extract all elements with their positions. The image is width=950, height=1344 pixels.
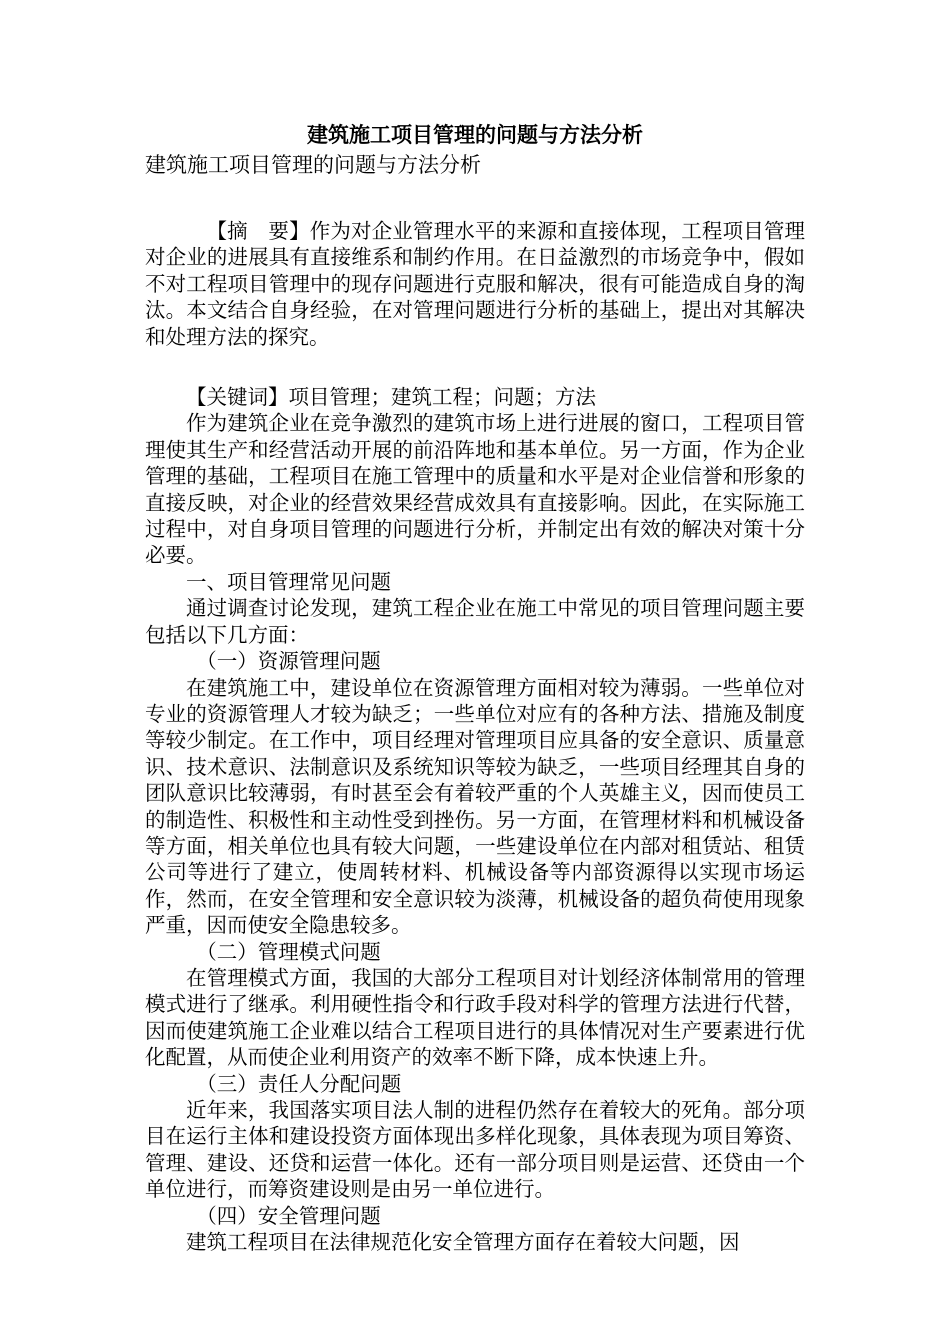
intro-paragraph: 作为建筑企业在竞争激烈的建筑市场上进行进展的窗口，工程项目管理使其生产和经营活动开展的前沿阵地和基本单位。另一方面，作为企业管理的基础，工程项目在施工管理中的质量和水平是对企业信誉和形象的直接反映，对企业的经营效果经营成效具有直接影响。因此，在实际施工过程中，对自身项目管理的问题进行分析，并制定出有效的解决对策十分必要。 xyxy=(145,411,805,568)
abstract-paragraph: 【摘 要】作为对企业管理水平的来源和直接体现，工程项目管理对企业的进展具有直接维系和制约作用。在日益激烈的市场竞争中，假如不对工程项目管理中的现存问题进行克服和解决，很有可能造成自身的淘汰。本文结合自身经验，在对管理问题进行分析的基础上，提出对其解决和处理方法的探究。 xyxy=(145,219,805,349)
subsection-body-safety: 建筑工程项目在法律规范化安全管理方面存在着较大问题，因 xyxy=(186,1230,740,1255)
subsection-heading-responsibility: （三）责任人分配问题 xyxy=(196,1071,402,1096)
document-page xyxy=(145,118,805,1255)
subsection-heading-safety: （四）安全管理问题 xyxy=(196,1203,381,1228)
subsection-body-responsibility: 近年来，我国落实项目法人制的进程仍然存在着较大的死角。部分项目在运行主体和建设投资方面体现出多样化现象，具体表现为项目筹资、管理、建设、还贷和运营一体化。还有一部分项目则是运营、还贷由一个单位进行，而筹资建设则是由另一单位进行。 xyxy=(145,1098,805,1202)
document-title: 建筑施工项目管理的问题与方法分析 xyxy=(307,122,643,147)
keywords-line: 【关键词】项目管理；建筑工程；问题；方法 xyxy=(186,385,596,410)
subsection-body-resource: 在建筑施工中，建设单位在资源管理方面相对较为薄弱。一些单位对专业的资源管理人才较为缺乏；一些单位对应有的各种方法、措施及制度等较少制定。在工作中，项目经理对管理项目应具备的安全意识、质量意识、技术意识、法制意识及系统知识等较为缺乏，一些项目经理其自身的团队意识比较薄弱，有时甚至会有着较严重的个人英雄主义，因而使员工的制造性、积极性和主动性受到挫伤。另一方面，在管理材料和机械设备等方面，相关单位也具有较大问题，一些建设单位在内部对租赁站、租赁公司等进行了建立，使周转材料、机械设备等内部资源得以实现市场运作，然而，在安全管理和安全意识较为淡薄，机械设备的超负荷使用现象严重，因而使安全隐患较多。 xyxy=(145,675,805,938)
section-intro-paragraph: 通过调查讨论发现，建筑工程企业在施工中常见的项目管理问题主要包括以下几方面： xyxy=(145,596,805,647)
section-heading: 一、项目管理常见问题 xyxy=(186,569,391,594)
subsection-body-mode: 在管理模式方面，我国的大部分工程项目对计划经济体制常用的管理模式进行了继承。利用硬性指令和行政手段对科学的管理方法进行代替，因而使建筑施工企业难以结合工程项目进行的具体情况对生产要素进行优化配置，从而使企业利用资产的效率不断下降，成本快速上升。 xyxy=(145,965,805,1070)
spacer xyxy=(145,178,805,218)
subsection-heading-resource: （一）资源管理问题 xyxy=(196,649,381,674)
spacer xyxy=(145,350,805,384)
document-subtitle: 建筑施工项目管理的问题与方法分析 xyxy=(145,153,481,177)
subsection-heading-mode: （二）管理模式问题 xyxy=(196,939,381,964)
